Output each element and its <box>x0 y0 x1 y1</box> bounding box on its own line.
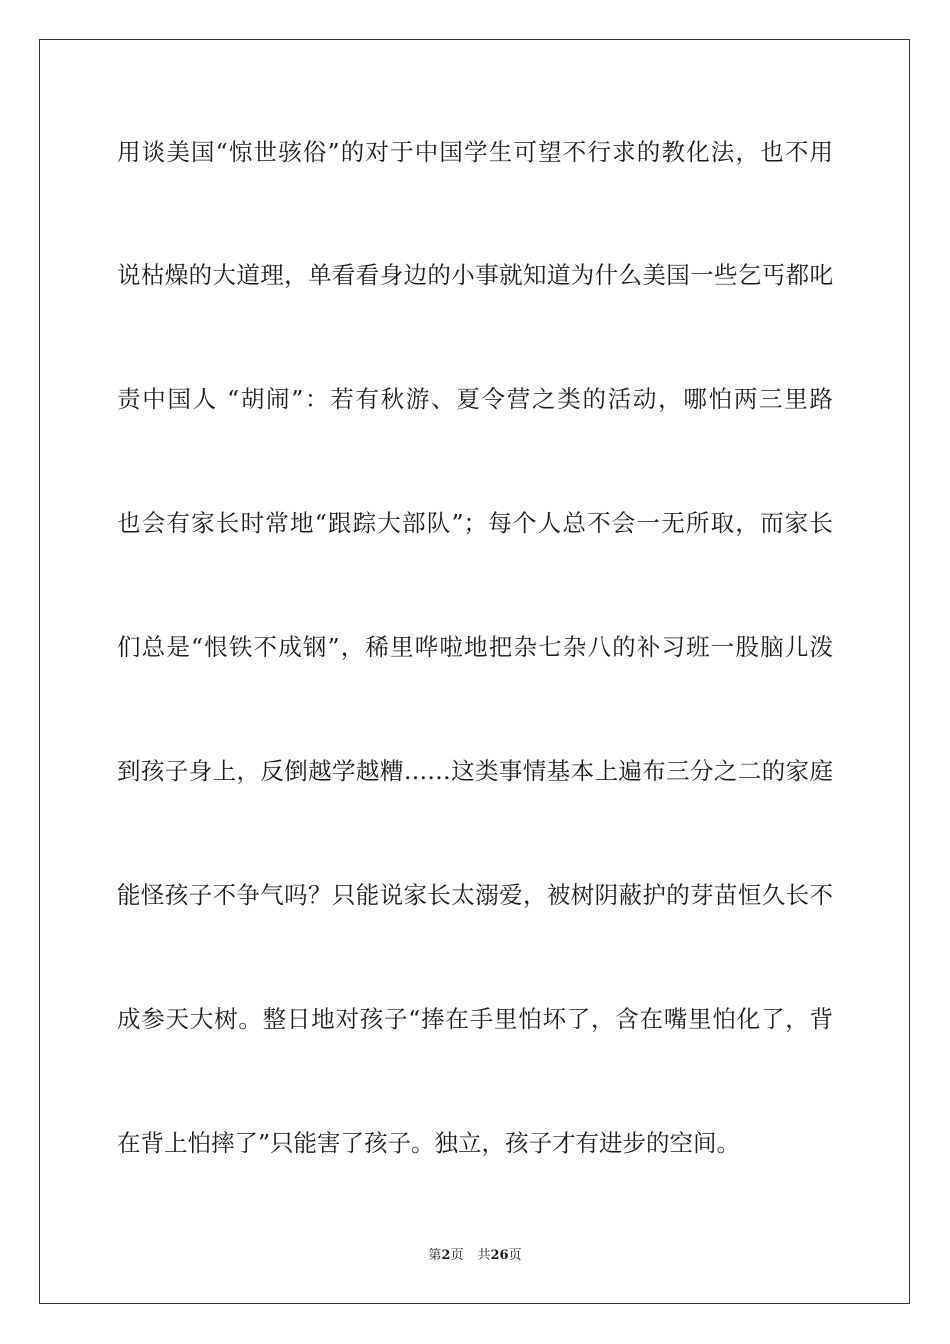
total-pages: 26 <box>490 1248 509 1263</box>
text-line: 在背上怕摔了”只能害了孩子。独立，孩子才有进步的空间。 <box>117 1129 741 1157</box>
text-line: 也会有家长时常地“跟踪大部队”；每个人总不会一无所取，而家长 <box>117 509 833 537</box>
page-number: 2 <box>441 1248 451 1263</box>
page-border <box>39 39 910 1304</box>
page-footer <box>0 1246 950 1266</box>
total-label-prefix: 共 <box>477 1248 491 1263</box>
text-line: 责中国人 “胡闹”：若有秋游、夏令营之类的活动，哪怕两三里路 <box>117 385 833 413</box>
total-label-suffix: 页 <box>508 1248 522 1263</box>
page-label-prefix: 第 <box>428 1248 442 1263</box>
text-line: 用谈美国“惊世骇俗”的对于中国学生可望不行求的教化法，也不用 <box>117 138 833 166</box>
text-line: 成参天大树。整日地对孩子“捧在手里怕坏了，含在嘴里怕化了，背 <box>117 1005 833 1033</box>
page-label-suffix: 页 <box>450 1248 464 1263</box>
text-line: 能怪孩子不争气吗？只能说家长太溺爱，被树阴蔽护的芽苗恒久长不 <box>117 881 833 909</box>
text-line: 说枯燥的大道理，单看看身边的小事就知道为什么美国一些乞丐都叱 <box>117 261 833 289</box>
text-line: 们总是“恨铁不成钢”，稀里哗啦地把杂七杂八的补习班一股脑儿泼 <box>117 633 833 661</box>
text-line: 到孩子身上，反倒越学越糟……这类事情基本上遍布三分之二的家庭 <box>117 757 833 785</box>
